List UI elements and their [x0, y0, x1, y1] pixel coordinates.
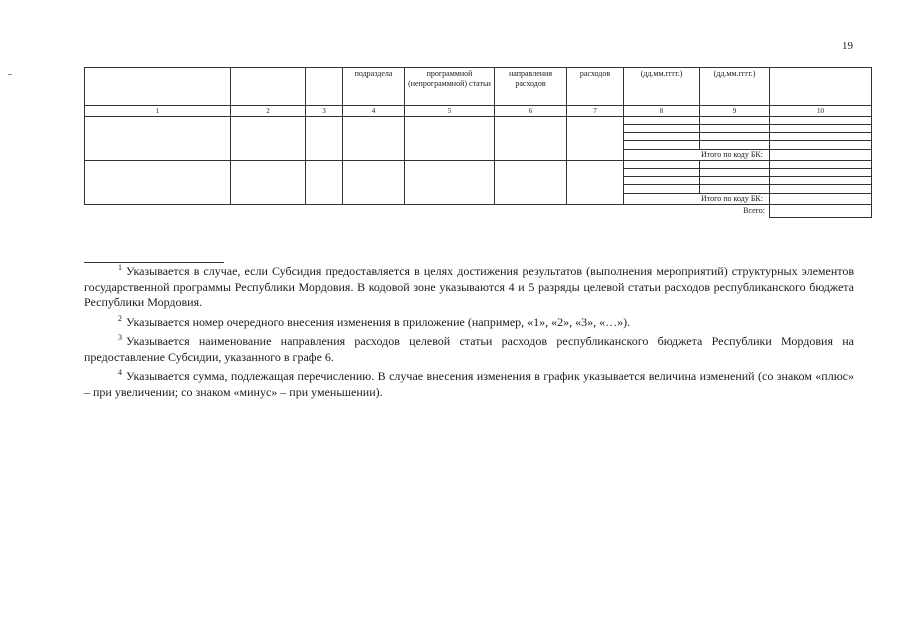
footnote-mark: 2	[118, 313, 122, 323]
header-cell-2	[231, 68, 306, 106]
column-number-row	[85, 106, 872, 117]
column-number: 10	[770, 106, 872, 117]
table-cell	[700, 185, 770, 194]
header-cell-8: (дд.мм.гггг.)	[624, 68, 700, 106]
table-cell	[770, 185, 872, 194]
table-cell	[405, 117, 495, 161]
table-cell	[770, 133, 872, 141]
table-cell	[770, 177, 872, 185]
footnote-mark: 3	[118, 333, 122, 342]
footnote-1	[84, 260, 854, 311]
subtotal-value	[770, 194, 872, 205]
table-cell	[306, 117, 343, 161]
column-number: 7	[567, 106, 624, 117]
table-cell	[495, 161, 567, 205]
column-number: 8	[624, 106, 700, 117]
table-cell	[624, 185, 700, 194]
table-cell	[624, 169, 700, 177]
column-number: 2	[231, 106, 306, 117]
table-cell	[306, 161, 343, 205]
column-number: 9	[700, 106, 770, 117]
grand-total-row	[85, 205, 872, 218]
table-cell	[231, 117, 306, 161]
footnote-text: Указывается номер очередного внесения изменения в приложение (например, «1», «2», «3», «…»).	[126, 314, 631, 329]
table-cell	[231, 161, 306, 205]
table-header-row	[85, 68, 872, 106]
table-cell	[85, 117, 231, 161]
table-cell	[567, 161, 624, 205]
footnote-text: Указывается в случае, если Субсидия предоставляется в целях достижения результатов (выполнения мероприятий) структурных элементов государственной программы Республики Мордовия. В кодовой зоне указываются 4 и 5 разряды целевой статьи расходов республиканского бюджета Республики Мордовия.	[84, 264, 854, 309]
payment-schedule-table	[84, 67, 872, 218]
subtotal-label: Итого по коду БК:	[624, 194, 770, 205]
footnote-4	[84, 365, 854, 400]
table-cell	[700, 141, 770, 150]
header-cell-7: расходов	[567, 68, 624, 106]
table-cell	[624, 177, 700, 185]
table-cell	[700, 177, 770, 185]
table-cell	[405, 161, 495, 205]
subtotal-label: Итого по коду БК:	[624, 150, 770, 161]
footnote-3	[84, 330, 854, 365]
table-cell	[343, 117, 405, 161]
subtotal-value	[770, 150, 872, 161]
table-cell	[700, 117, 770, 125]
table-cell	[85, 161, 231, 205]
column-number: 5	[405, 106, 495, 117]
footnote-mark: 4	[118, 368, 122, 377]
table-cell	[624, 117, 700, 125]
table-cell	[700, 133, 770, 141]
grand-total-value	[770, 205, 872, 218]
grand-total-label: Всего:	[743, 206, 765, 215]
table-row	[85, 117, 872, 125]
header-cell-9: (дд.мм.гггг.)	[700, 68, 770, 106]
table-cell	[624, 133, 700, 141]
header-cell-10	[770, 68, 872, 106]
table-cell	[700, 125, 770, 133]
column-number: 3	[306, 106, 343, 117]
header-cell-3	[306, 68, 343, 106]
header-cell-4: подраздела	[343, 68, 405, 106]
table-cell	[567, 117, 624, 161]
table-cell	[770, 117, 872, 125]
table-cell	[770, 161, 872, 169]
table-cell	[624, 125, 700, 133]
footnotes	[84, 260, 854, 400]
footnote-text: Указывается сумма, подлежащая перечислению. В случае внесения изменения в график указывается величина изменений (со знаком «плюс» – при увеличении; со знаком «минус» – при уменьшении).	[84, 369, 854, 399]
table-cell	[700, 169, 770, 177]
footnote-mark: 1	[118, 263, 122, 272]
table-cell	[770, 125, 872, 133]
table-cell	[700, 161, 770, 169]
column-number: 4	[343, 106, 405, 117]
column-number: 6	[495, 106, 567, 117]
header-cell-5: программной (непрограммной) статьи	[405, 68, 495, 106]
table-cell	[624, 141, 700, 150]
table-cell	[343, 161, 405, 205]
scan-mark	[8, 74, 12, 75]
table-cell	[495, 117, 567, 161]
table-cell	[624, 161, 700, 169]
footnote-2	[84, 311, 854, 331]
table-cell	[770, 141, 872, 150]
table-row	[85, 161, 872, 169]
header-cell-1	[85, 68, 231, 106]
page-number: 19	[842, 40, 853, 52]
table-cell	[770, 169, 872, 177]
column-number: 1	[85, 106, 231, 117]
footnote-text: Указывается наименование направления расходов целевой статьи расходов республиканского бюджета Республики Мордовия на предоставление Субсидии, указанного в графе 6.	[84, 334, 854, 364]
header-cell-6: направления расходов	[495, 68, 567, 106]
